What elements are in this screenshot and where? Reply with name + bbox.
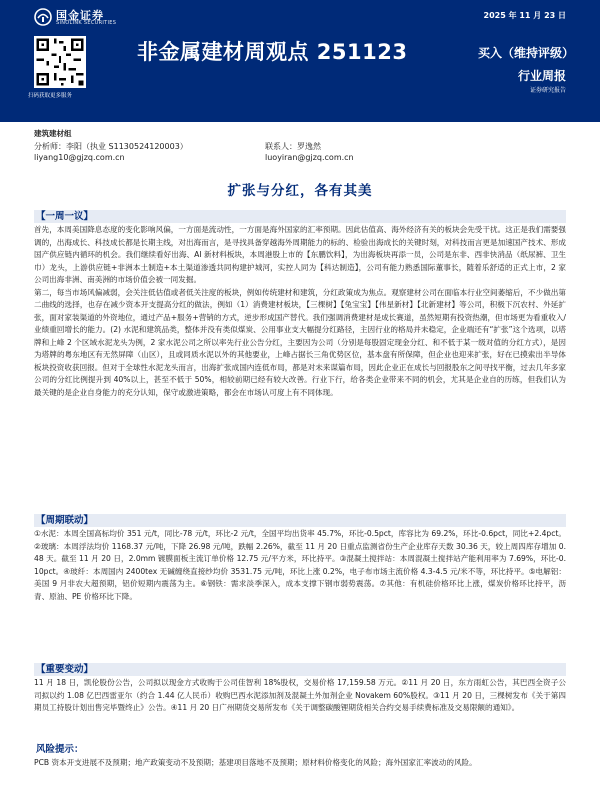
report-type: 行业周报 <box>517 69 566 83</box>
report-date: 2025 年 11 月 23 日 <box>483 11 566 20</box>
paragraph: 第二，每当市场风偏减弱，会关注低估值或者低关注度的板块，例如传统建材和建筑，分红政策成为焦点。观察建材公司在面临本行业空间萎缩后，不少做出第二曲线的选择，也存在减少资本开支提高分红的做法，例如（1）消费建材板块，【三棵树】【兔宝宝】【伟星新材】【北新建材】等公司，积极下沉农村、外延扩张，面对家装渠道的外资地位，通过产品+服务+营销的方式，逆步形成国产替代。我们强调消费建材是成长赛道，虽然短期有投资热潮，但市场更为看重收入/业绩重回增长的能力。(2) 水泥和建筑品类，整体并没有类似煤炭、公用事业支大幅提分红路径，主因行业的格局并未稳定，企业端还有“扩张”这个选项，以塔牌和上峰 2 个区域水泥龙头为例，2 家水泥公司之所以率先行业公告分红，主要因为公司（分别是每股固定现金分红、和不低于某一级对值的分红方式），是因为塔牌的粤东地区有无然屏障（山区），且或同质水泥以外的其他要业，上峰占据长三角优势区位，基本盘有所保障，但企业也迎来扩张，好在已摸索出半导体板块投资收获回报。但对于全球性水泥龙头而言，出海扩张成国内连低布局，都是对未来谋篇布局，因此企业正在成长与回报股东之间寻找平衡，过去几年多家公司的分红比例提升到 40%以上，甚至不低于 50%，相较前期已经有较大改善。行业下行，给各类企业带来不同的机会，尤其是企业自的历练，但我们认为最关键的是企业自身能力的充分认知，保守或激进策略，都会在市场认可度上有不同体现。 <box>34 287 566 397</box>
section-heading-text: 【周期联动】 <box>36 515 94 526</box>
qr-code <box>34 36 86 88</box>
analyst-email[interactable]: liyang10@gjzq.com.cn <box>34 153 125 162</box>
report-title: 非金属建材周观点 251123 <box>137 40 408 64</box>
report-header <box>0 0 600 122</box>
paragraph: ①水泥：本周全国高标均价 351 元/t，同比-78 元/t，环比-2 元/t，全国平均出货率 45.7%，环比-0.5pct，库容比为 69.2%，环比-0.6pct，同比+2.4pct。②玻璃：本周浮法均价 1168.37 元/吨，下降 26.98 元/吨，跌幅 2.26%，截至 11 月 20 日重点监测省份生产企业库存天数 30.36 天，较上周四库存增加 0.48 天。截至 11 月 20 日，2.0mm 镀膜面板主流订单价格 12.75 元/平方米，环比持平。③混凝土搅拌站：本周混凝土搅拌站产能利用率为 7.69%，环比-0.10pct。④玻纤：本周国内 2400tex 无碱缠绕直接纱均价 3531.75 元/吨，环比上涨 0.2%，电子布市场主流价格 4.3-4.5 元/米不等，环比持平。⑤电解铝：美国 9 月非农大超预期，铝价短期内震荡为主。⑥钢铁：需求淡季深入，成本支撑下钢市弱势震荡。⑦其他：有机硅价格环比上涨，煤炭价格环比持平，沥青、原油、PE 价格环比下降。 <box>34 529 566 601</box>
industry-group: 建筑建材组 <box>34 129 72 138</box>
section-body-risk <box>34 757 566 770</box>
section-body-overview <box>34 224 566 399</box>
section-body-events <box>34 677 566 715</box>
qr-code-icon <box>34 36 86 88</box>
contact-info: 联系人：罗逸然 <box>265 142 321 151</box>
main-title: 扩张与分红，各有其美 <box>227 183 373 199</box>
sinolink-logo-icon <box>34 8 52 26</box>
rating-badge: 买入（维持评级） <box>478 46 575 60</box>
qr-caption: 扫码获取更多服务 <box>28 93 73 99</box>
section-heading-events <box>34 663 566 676</box>
contact-email[interactable]: luoyiran@gjzq.com.cn <box>265 153 354 162</box>
section-body-cycle <box>34 528 566 603</box>
section-heading-cycle <box>34 514 566 527</box>
company-logo <box>34 7 144 29</box>
logo-english-text: SINOLINK SECURITIES <box>56 20 117 26</box>
section-heading-risk <box>34 743 566 756</box>
section-heading-text: 【重要变动】 <box>36 664 94 675</box>
report-subtype: 证券研究报告 <box>529 87 566 94</box>
section-heading-text: 【一周一议】 <box>36 211 94 222</box>
paragraph: 首先，本周美国降息态度的变化影响风偏，一方面是流动性，一方面是海外国家的汇率预期。因此估值高、海外经济有关的板块会先受干扰。这正是我们需要强调的，出海成长、科技成长都是长期主线，对出海而言，是寻找具备穿越海外周期能力的标的、检验出海成长的关键时刻，对科技而言更是加速国产技术、形成国产供应链内循环的机会。我们继续看好出海、AI 新材料板块，本周港股上市的【东鹏饮料】，为出海板块再添一员，公司是东非、西非快消品（纸尿裤、卫生巾）龙头，上游供应链+非洲本土制造+本土渠道渗透共同构建护城河，实控人同为【科达制造】，公司有能力熟悉国际董事长，随着乐舒适的正式上市，2 家公司出海非洲、南美洲的市场价值会被一同发掘。 <box>34 225 566 284</box>
logo-chinese-text: 国金证券 <box>56 9 104 22</box>
analyst-info: 分析师：李阳（执业 S1130524120003） <box>34 142 188 151</box>
paragraph: PCB 资本开支进展不及预期；地产政策变动不及预期；基建项目落地不及预期；原材料价格变化的风险；海外国家汇率波动的风险。 <box>34 758 477 767</box>
section-heading-text: 风险提示： <box>36 744 84 755</box>
section-heading-overview <box>34 210 566 223</box>
paragraph: 11 月 18 日，凯伦股份公告，公司拟以现金方式收购于公司佳智利 18%股权，交易价格 17,159.58 万元。②11 月 20 日，东方雨虹公告，其巴西全资子公司拟以约 1.08 亿巴西雷亚尔（约合 1.44 亿人民币）收购巴西水泥添加剂及混凝土外加剂企业 Novakem 60%股权。③11 月 20 日，三棵树发布《关于第四期员工持股计划出售完毕暨终止》公告。④11 月 20 日广州期货交易所发布《关于调整碳酸锂期货相关合约交易手续费标准及交易限额的通知》。 <box>34 678 566 712</box>
